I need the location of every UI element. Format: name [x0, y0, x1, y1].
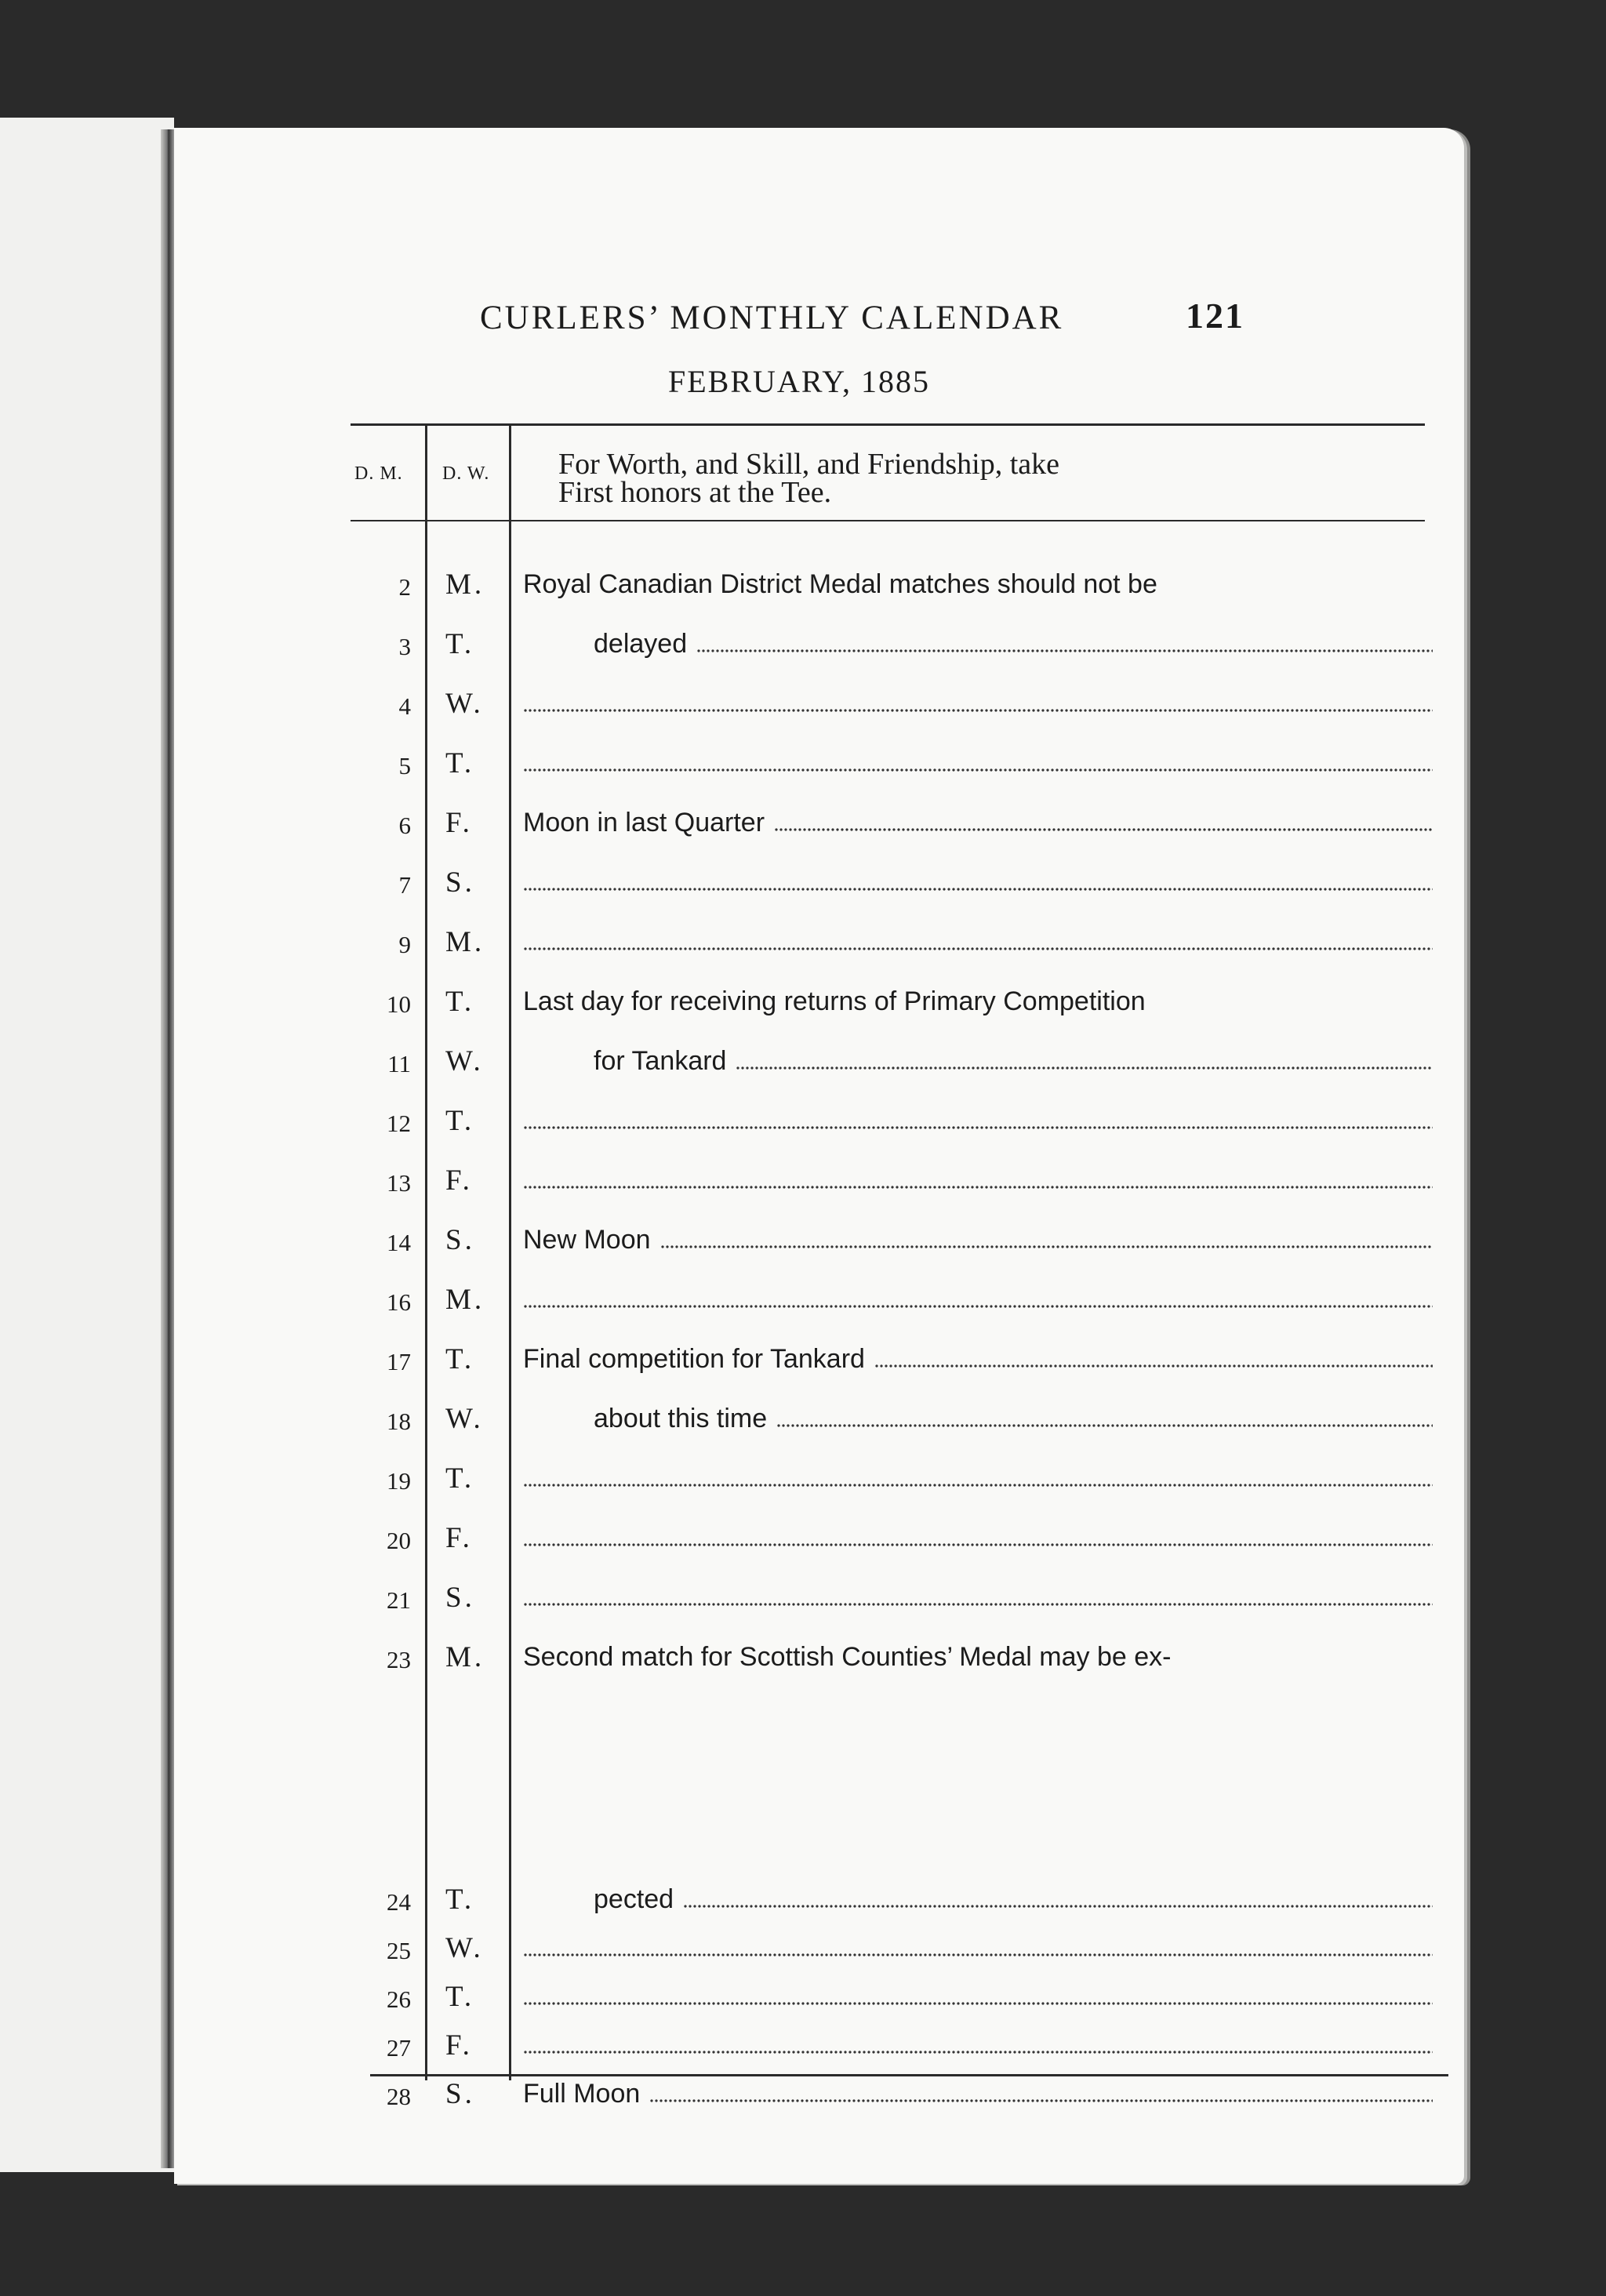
calendar-row: [174, 972, 1464, 1019]
calendar-row: [174, 555, 1464, 602]
calendar-page: [174, 128, 1464, 2184]
top-rule: [351, 423, 1425, 426]
event-text: Full Moon: [523, 2079, 641, 2109]
day-of-month: 27: [387, 2034, 411, 2062]
event-text: about this time: [594, 1404, 768, 1433]
event-entry: [523, 1542, 1433, 1551]
day-of-week: W.: [445, 1403, 484, 1435]
day-of-month: 23: [387, 1646, 411, 1673]
event-entry: [523, 1482, 1433, 1491]
event-text: Last day for receiving returns of Primary Competition: [523, 986, 1146, 1016]
day-of-week: T.: [445, 1462, 475, 1495]
calendar-row: [174, 1211, 1464, 1258]
day-of-month: 5: [398, 752, 411, 779]
event-entry: [523, 571, 1433, 598]
event-entry: [523, 1644, 1433, 1670]
day-of-month: 7: [398, 871, 411, 899]
day-of-month: 26: [387, 1985, 411, 2013]
day-of-month: 9: [398, 931, 411, 958]
day-of-week: T.: [445, 1105, 475, 1137]
facing-page-edge: [0, 118, 174, 2172]
day-of-week: S.: [445, 866, 475, 899]
calendar-row: [174, 1509, 1464, 1556]
day-of-week: F.: [445, 1164, 473, 1197]
dot-leader: [523, 2049, 1433, 2055]
event-entry: [523, 1952, 1433, 1961]
dot-leader: [774, 826, 1433, 833]
dot-leader: [523, 946, 1433, 952]
dot-leader: [874, 1363, 1433, 1369]
dot-leader: [523, 707, 1433, 714]
day-of-week: T.: [445, 628, 475, 660]
event-text: Moon in last Quarter: [523, 808, 765, 837]
day-of-week: T.: [445, 1884, 475, 1916]
event-entry: [523, 1226, 1433, 1253]
calendar-row: [174, 1967, 1464, 2014]
dot-leader: [649, 2098, 1433, 2104]
event-text: pected: [594, 1884, 674, 1914]
event-entry: [523, 2000, 1433, 2010]
event-entry: [523, 1124, 1433, 1134]
day-of-week: M.: [445, 1284, 485, 1316]
day-of-week: T.: [445, 986, 475, 1018]
day-of-week: F.: [445, 2029, 473, 2062]
calendar-row: [174, 1390, 1464, 1437]
day-of-week: T.: [445, 1981, 475, 2013]
day-of-month: 21: [387, 1586, 411, 1614]
day-of-month: 2: [398, 573, 411, 601]
day-of-week: W.: [445, 688, 484, 720]
calendar-row: [174, 1919, 1464, 1966]
dot-leader: [523, 1601, 1433, 1608]
calendar-row: [174, 734, 1464, 781]
event-text: Final competition for Tankard: [523, 1344, 865, 1374]
event-entry: [523, 707, 1433, 717]
day-of-month: 17: [387, 1348, 411, 1375]
day-of-week: F.: [445, 1522, 473, 1554]
motto-line-2: First honors at the Tee.: [558, 476, 832, 509]
calendar-row: [174, 1270, 1464, 1317]
event-entry: [523, 1184, 1433, 1193]
event-entry: [523, 946, 1433, 955]
calendar-row: [174, 853, 1464, 900]
day-of-month: 6: [398, 812, 411, 839]
event-entry: [523, 767, 1433, 776]
calendar-row: [174, 1628, 1464, 1675]
dot-leader: [776, 1422, 1433, 1429]
event-text: for Tankard: [594, 1046, 727, 1076]
day-of-week: W.: [445, 1932, 484, 1964]
day-of-month: 12: [387, 1110, 411, 1137]
event-entry: [523, 1303, 1433, 1313]
event-entry: [523, 886, 1433, 896]
day-of-week: T.: [445, 747, 475, 779]
calendar-row: [174, 2065, 1464, 2112]
calendar-row: [174, 1092, 1464, 1139]
day-of-month: 19: [387, 1467, 411, 1495]
header-rule: [351, 520, 1425, 521]
calendar-row: [174, 1151, 1464, 1198]
event-text: Royal Canadian District Medal matches should not be: [523, 569, 1157, 599]
day-of-month: 28: [387, 2083, 411, 2110]
calendar-row: [174, 1330, 1464, 1377]
day-of-month: 25: [387, 1937, 411, 1964]
column-header-day-of-month: D. M.: [354, 463, 403, 484]
dot-leader: [523, 1184, 1433, 1190]
event-text: New Moon: [523, 1225, 651, 1255]
calendar-row: [174, 1449, 1464, 1496]
dot-leader: [523, 1952, 1433, 1958]
calendar-row: [174, 2016, 1464, 2063]
motto-line-1: For Worth, and Skill, and Friendship, take: [558, 448, 1060, 481]
dot-leader: [523, 1124, 1433, 1131]
calendar-row: [174, 913, 1464, 960]
page-number: 121: [1186, 296, 1244, 336]
day-of-month: 3: [398, 633, 411, 660]
event-entry: [594, 630, 1433, 657]
dot-leader: [523, 1482, 1433, 1488]
event-entry: [523, 1346, 1433, 1372]
calendar-row: [174, 1568, 1464, 1615]
day-of-week: M.: [445, 926, 485, 958]
day-of-month: 24: [387, 1888, 411, 1916]
day-of-month: 4: [398, 692, 411, 720]
day-of-month: 14: [387, 1229, 411, 1256]
day-of-month: 20: [387, 1527, 411, 1554]
calendar-row: [174, 1870, 1464, 1917]
day-of-month: 18: [387, 1408, 411, 1435]
dot-leader: [683, 1903, 1433, 1909]
running-title: CURLERS’ MONTHLY CALENDAR: [480, 300, 1064, 336]
event-text: delayed: [594, 629, 688, 659]
event-entry: [523, 809, 1433, 836]
event-entry: [594, 1048, 1433, 1074]
dot-leader: [736, 1065, 1433, 1071]
dot-leader: [523, 1542, 1433, 1548]
event-entry: [523, 2049, 1433, 2058]
day-of-week: W.: [445, 1045, 484, 1077]
day-of-week: S.: [445, 1582, 475, 1614]
dot-leader: [523, 886, 1433, 892]
event-entry: [594, 1405, 1433, 1432]
day-of-week: M.: [445, 569, 485, 601]
calendar-row: [174, 615, 1464, 662]
calendar-row: [174, 794, 1464, 841]
day-of-month: 10: [387, 990, 411, 1018]
column-header-day-of-week: D. W.: [442, 463, 490, 484]
book-spine: [161, 129, 175, 2168]
dot-leader: [523, 1303, 1433, 1310]
dot-leader: [660, 1244, 1433, 1250]
day-of-month: 16: [387, 1288, 411, 1316]
day-of-month: 13: [387, 1169, 411, 1197]
dot-leader: [523, 2000, 1433, 2007]
calendar-row: [174, 674, 1464, 721]
event-entry: [594, 1886, 1433, 1913]
event-entry: [523, 988, 1433, 1015]
day-of-week: T.: [445, 1343, 475, 1375]
dot-leader: [523, 767, 1433, 773]
dot-leader: [696, 648, 1433, 654]
event-entry: [523, 2080, 1433, 2107]
event-entry: [523, 1601, 1433, 1611]
event-text: Second match for Scottish Counties’ Medal may be ex-: [523, 1642, 1172, 1672]
day-of-month: 11: [387, 1050, 411, 1077]
day-of-week: S.: [445, 1224, 475, 1256]
month-title: FEBRUARY, 1885: [668, 364, 931, 399]
day-of-week: F.: [445, 807, 473, 839]
day-of-week: M.: [445, 1641, 485, 1673]
calendar-row: [174, 1032, 1464, 1079]
day-of-week: S.: [445, 2078, 475, 2110]
